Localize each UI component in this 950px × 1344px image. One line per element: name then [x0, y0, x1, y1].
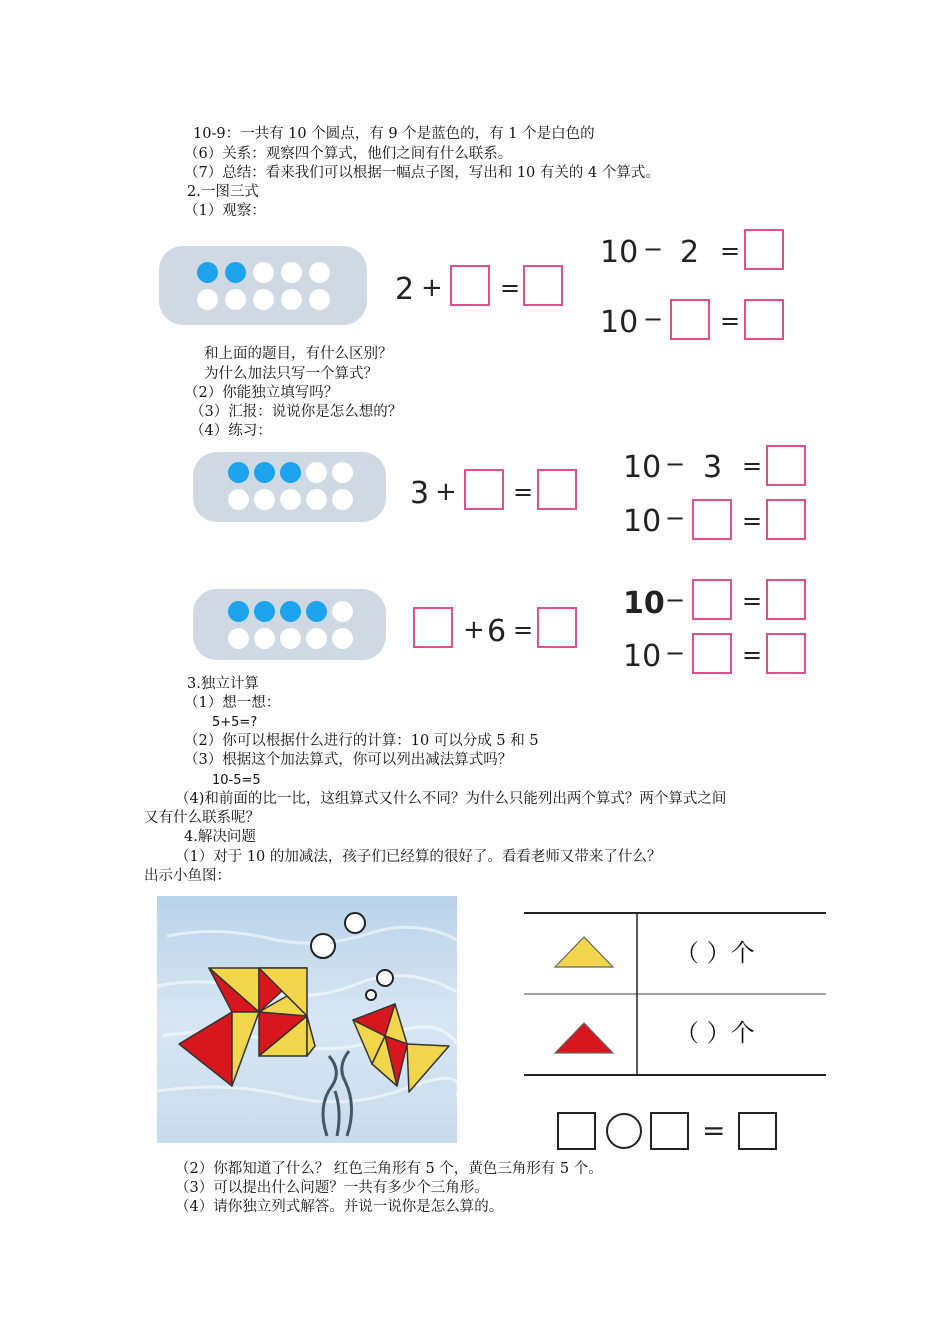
addend: 6 — [487, 614, 507, 649]
answer-box[interactable] — [766, 579, 806, 620]
dot-panel — [193, 589, 386, 660]
white-dot — [309, 262, 330, 283]
answer-box[interactable] — [692, 579, 732, 620]
white-dot — [253, 262, 274, 283]
text-line: （2）你能独立填写吗？ — [184, 385, 339, 401]
blue-dot — [225, 262, 246, 283]
plus-sign: + — [435, 477, 457, 507]
text-line: 10-9：一共有 10 个圆点，有 9 个是蓝色的，有 1 个是白色的 — [193, 126, 595, 142]
blue-dot — [228, 462, 249, 483]
equals-sign: = — [742, 641, 763, 669]
white-dot — [332, 489, 353, 510]
text-line: （3）可以提出什么问题？一共有多少个三角形。 — [175, 1180, 489, 1196]
answer-box[interactable] — [766, 633, 806, 674]
minus-sign: − — [643, 235, 664, 263]
text-line: （3）汇报：说说你是怎么想的？ — [190, 404, 403, 420]
white-dot — [309, 289, 330, 310]
minuend: 10 — [623, 586, 665, 621]
text-line: 为什么加法只写一个算式？ — [204, 366, 378, 382]
answer-box[interactable] — [692, 499, 732, 540]
answer-box[interactable] — [450, 265, 490, 306]
minuend: 10 — [600, 235, 639, 270]
answer-box[interactable] — [557, 1112, 596, 1150]
white-dot — [306, 628, 327, 649]
answer-box[interactable] — [413, 607, 453, 648]
addend: 2 — [395, 272, 415, 307]
blue-dot — [306, 601, 327, 622]
text-line: （4）练习： — [190, 423, 272, 439]
white-dot — [281, 289, 302, 310]
text-line: 和上面的题目，有什么区别？ — [204, 346, 393, 362]
red-triangle-icon — [555, 1023, 613, 1053]
plus-sign: + — [463, 615, 485, 645]
equals-sign: = — [702, 1114, 726, 1147]
white-dot — [332, 628, 353, 649]
equals-sign: = — [720, 307, 741, 335]
answer-box[interactable] — [537, 469, 577, 510]
answer-box[interactable] — [670, 299, 710, 340]
equals-sign: = — [720, 237, 741, 265]
text-line: （2）你都知道了什么？ 红色三角形有 5 个，黄色三角形有 5 个。 — [175, 1161, 603, 1177]
equals-sign: = — [500, 274, 521, 302]
equals-sign: = — [742, 507, 763, 535]
minus-sign: − — [643, 305, 664, 333]
white-dot — [254, 628, 275, 649]
blue-dot — [280, 601, 301, 622]
blue-dot — [254, 462, 275, 483]
white-dot — [281, 262, 302, 283]
operator-circle[interactable] — [606, 1113, 642, 1149]
answer-box[interactable] — [692, 633, 732, 674]
answer-box[interactable] — [766, 445, 806, 486]
addend: 3 — [410, 476, 430, 511]
section-heading: 4.解决问题 — [184, 829, 256, 845]
equals-sign: = — [742, 452, 763, 480]
answer-box[interactable] — [766, 499, 806, 540]
triangle-count-table — [520, 905, 830, 1080]
text-line: （4)和前面的比一比，这组算式又什么不同？为什么只能列出两个算式？两个算式之间 — [175, 791, 727, 807]
minuend: 10 — [623, 639, 662, 674]
yellow-triangle-icon — [555, 937, 613, 967]
minuend: 10 — [623, 504, 662, 539]
text-line: 又有什么联系呢？ — [144, 810, 260, 826]
white-dot — [306, 489, 327, 510]
minus-sign: − — [665, 639, 686, 667]
text-line: 出示小鱼图： — [144, 868, 231, 884]
minus-sign: − — [665, 504, 686, 532]
white-dot — [225, 289, 246, 310]
minuend: 10 — [623, 450, 662, 485]
blue-dot — [197, 262, 218, 283]
answer-box[interactable] — [738, 1112, 777, 1150]
minuend: 10 — [600, 305, 639, 340]
equals-sign: = — [742, 587, 763, 615]
white-dot — [254, 489, 275, 510]
plus-sign: + — [421, 273, 443, 303]
minus-sign: − — [665, 450, 686, 478]
section-heading: 3.独立计算 — [187, 676, 259, 692]
white-dot — [197, 289, 218, 310]
text-line: 10-5=5 — [212, 773, 261, 788]
section-heading: 2.一图三式 — [187, 184, 259, 200]
white-dot — [332, 601, 353, 622]
text-line: （1）对于 10 的加减法，孩子们已经算的很好了。看看老师又带来了什么？ — [175, 849, 662, 865]
text-line: （4）请你独立列式解答。并说一说你是怎么算的。 — [175, 1199, 504, 1215]
white-dot — [280, 628, 301, 649]
fish-scene-illustration — [157, 896, 457, 1143]
answer-box[interactable] — [464, 469, 504, 510]
count-cell[interactable]: （ ）个 — [675, 1019, 755, 1047]
dot-panel — [159, 246, 367, 325]
blue-dot — [254, 601, 275, 622]
answer-box[interactable] — [537, 607, 577, 648]
answer-box[interactable] — [523, 265, 563, 306]
white-dot — [280, 489, 301, 510]
blue-dot — [228, 601, 249, 622]
answer-box[interactable] — [744, 299, 784, 340]
text-line: （6）关系：观察四个算式，他们之间有什么联系。 — [184, 146, 513, 162]
equals-sign: = — [513, 616, 534, 644]
blue-dot — [280, 462, 301, 483]
count-cell[interactable]: （ ）个 — [675, 939, 755, 967]
white-dot — [228, 628, 249, 649]
white-dot — [228, 489, 249, 510]
text-line: （1）观察： — [184, 203, 266, 219]
subtrahend: 2 — [680, 235, 700, 270]
text-line: （7）总结：看来我们可以根据一幅点子图，写出和 10 有关的 4 个算式。 — [184, 165, 660, 181]
white-dot — [306, 462, 327, 483]
white-dot — [253, 289, 274, 310]
text-line: （3）根据这个加法算式，你可以列出减法算式吗？ — [184, 752, 513, 768]
white-dot — [332, 462, 353, 483]
text-line: （2）你可以根据什么进行的计算：10 可以分成 5 和 5 — [184, 733, 539, 749]
text-line: 5+5=? — [212, 715, 258, 730]
equals-sign: = — [513, 478, 534, 506]
text-line: （1）想一想： — [184, 695, 281, 711]
answer-box[interactable] — [650, 1112, 689, 1150]
minus-sign: − — [665, 586, 686, 614]
answer-box[interactable] — [744, 229, 784, 270]
subtrahend: 3 — [703, 450, 723, 485]
